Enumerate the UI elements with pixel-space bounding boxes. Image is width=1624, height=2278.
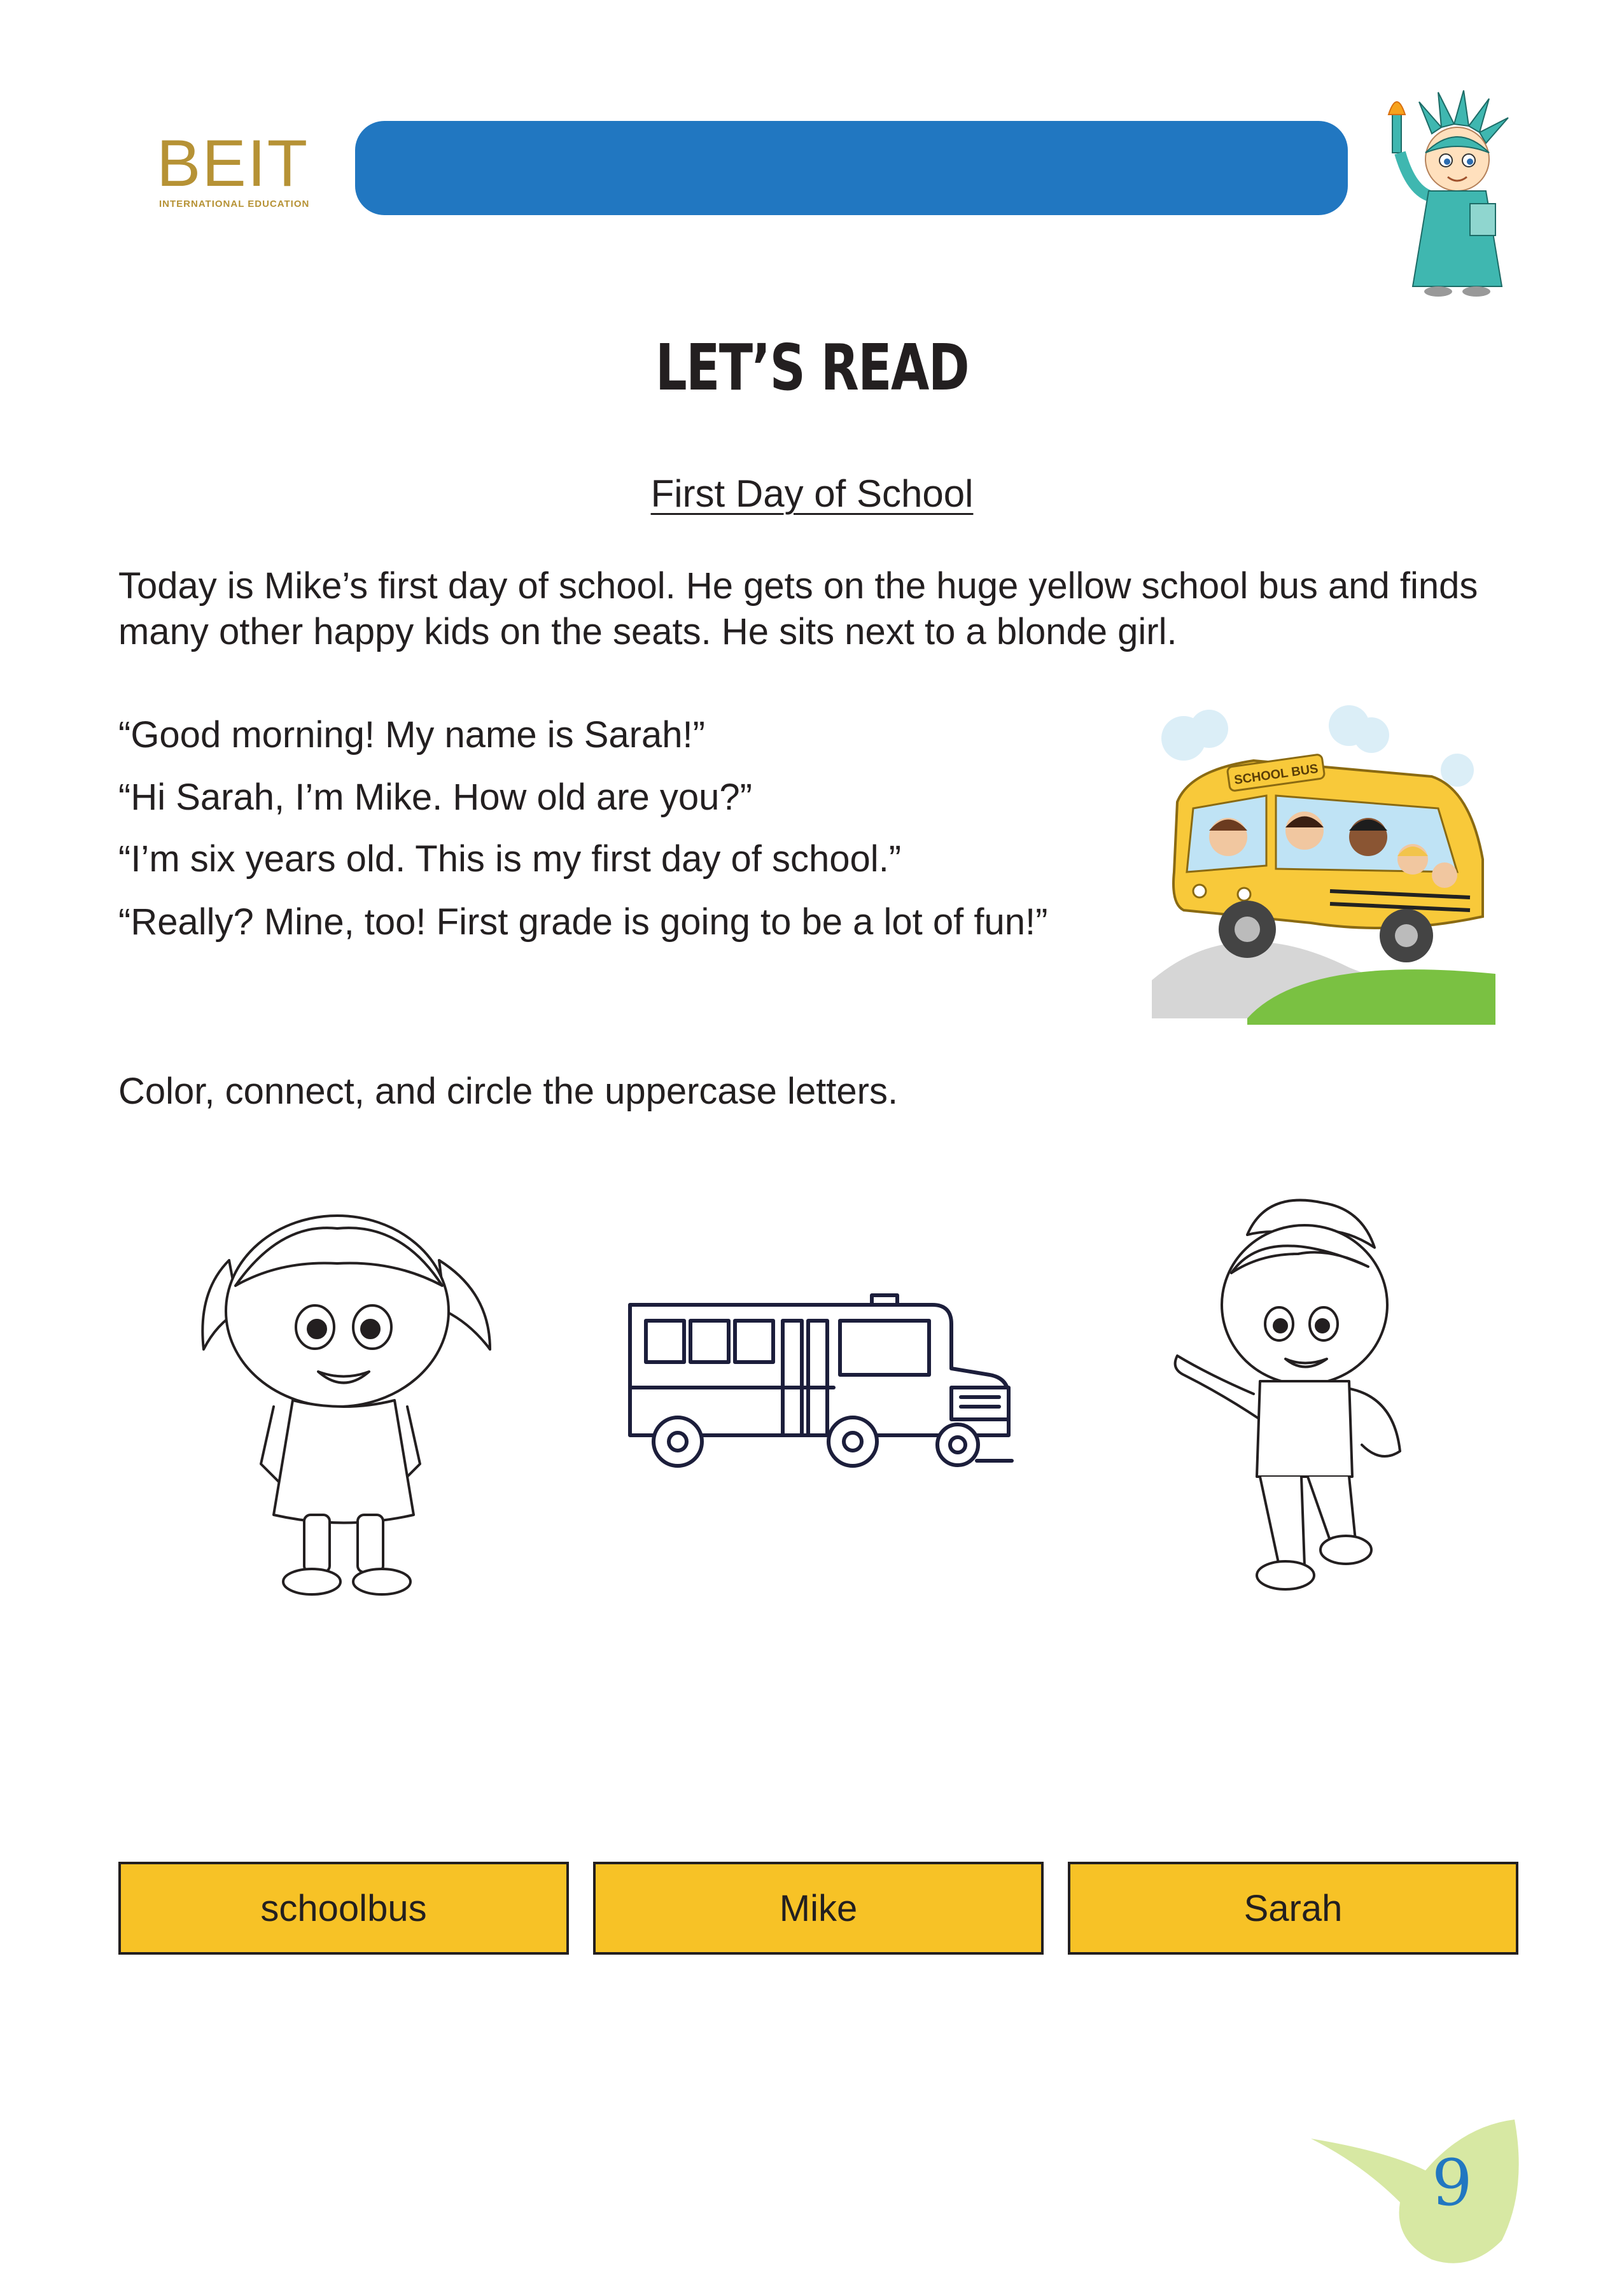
bus-sign: SCHOOL BUS <box>1233 761 1319 788</box>
girl-outline-icon <box>191 1184 496 1604</box>
dialogue-line: “Good morning! My name is Sarah!” <box>118 714 705 756</box>
logo-text: BEIT <box>157 127 309 200</box>
logo-subtitle: INTERNATIONAL EDUCATION <box>159 199 310 209</box>
boy-outline-icon <box>1171 1184 1425 1604</box>
story-title <box>0 471 1624 517</box>
dialogue-line: “I’m six years old. This is my first day of school.” <box>118 838 902 880</box>
word-box-schoolbus[interactable] <box>118 1862 569 1955</box>
word-box-sarah[interactable] <box>1068 1862 1518 1955</box>
school-bus-outline-icon <box>620 1292 1015 1483</box>
story-title-text: First Day of School <box>650 472 974 515</box>
word-label: Mike <box>779 1887 858 1929</box>
school-bus-illustration <box>1139 700 1515 1025</box>
dialogue-line: “Really? Mine, too! First grade is going to be a lot of fun!” <box>118 901 1048 943</box>
activity-instructions: Color, connect, and circle the uppercase letters. <box>118 1071 899 1112</box>
word-label: schoolbus <box>260 1887 427 1929</box>
dialogue-line: “Hi Sarah, I’m Mike. How old are you?” <box>118 777 752 818</box>
statue-of-liberty-mascot-icon <box>1375 89 1521 299</box>
page-number: 9 <box>1432 2146 1473 2220</box>
story-paragraph: Today is Mike’s first day of school. He gets on the huge yellow school bus and finds many other happy kids on the seats. He sits next to a blonde girl. <box>118 565 1478 652</box>
section-title: LET’S READ <box>655 330 969 405</box>
header-bar <box>355 121 1348 215</box>
leaf-shape-icon <box>1311 2113 1527 2272</box>
word-box-mike[interactable] <box>593 1862 1044 1955</box>
word-label: Sarah <box>1243 1887 1343 1929</box>
